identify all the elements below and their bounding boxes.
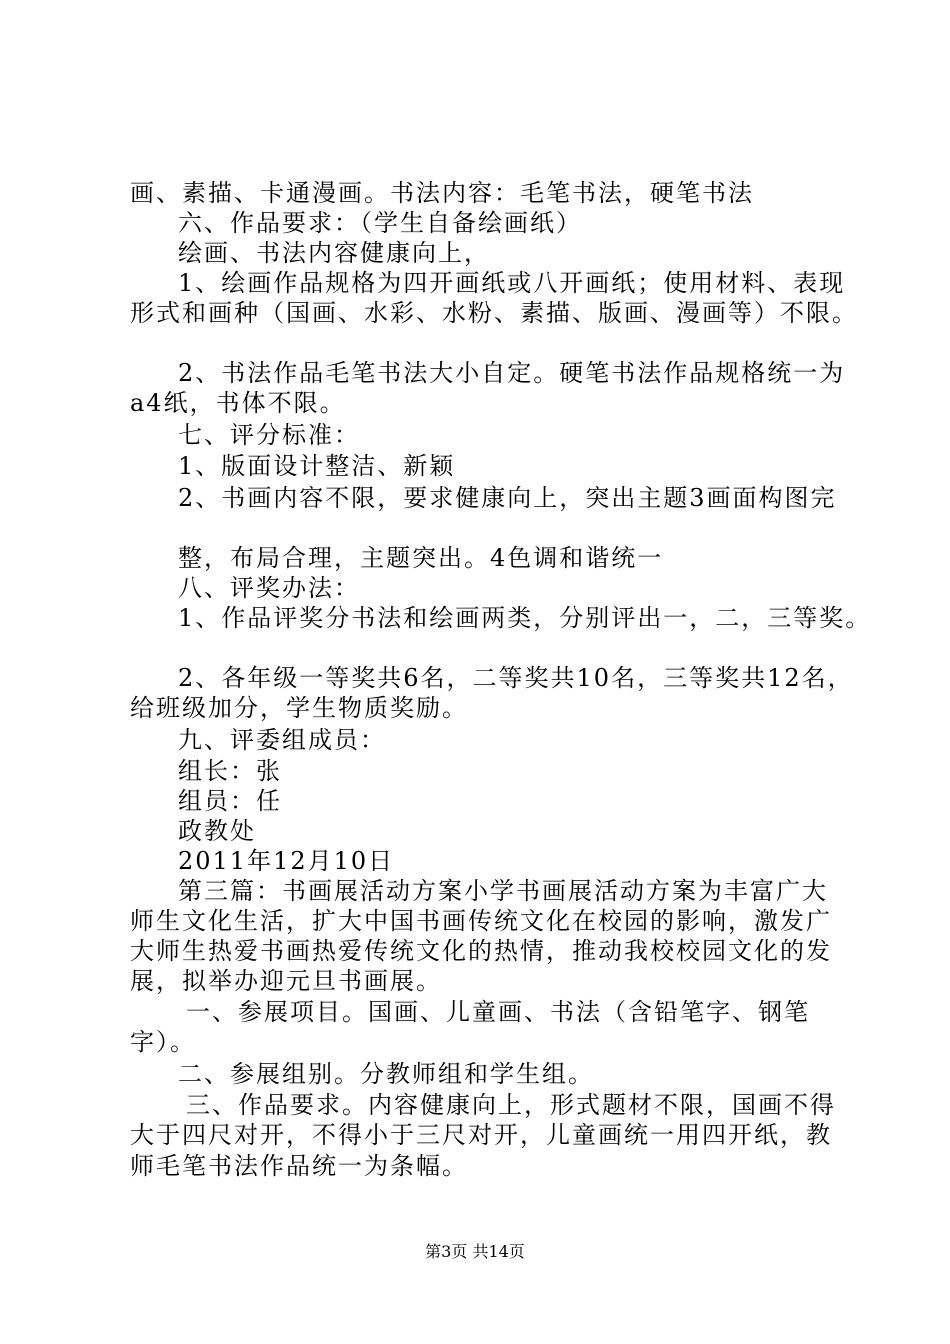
- text-line: 1、绘画作品规格为四开画纸或八开画纸；使用材料、表现: [178, 269, 846, 297]
- text-line: 1、版面设计整洁、新颖: [178, 452, 456, 480]
- section-heading: 六、作品要求：（学生自备绘画纸）: [178, 209, 582, 237]
- text-line: 组员：任: [178, 787, 282, 815]
- text-line: 大于四尺对开，不得小于三尺对开，儿童画统一用四开纸，教: [130, 1121, 832, 1149]
- text-line: 2、书画内容不限，要求健康向上，突出主题3画面构图完: [178, 484, 837, 512]
- section-heading: 七、评分标准：: [178, 421, 360, 449]
- text-line: 一、参展项目。国画、儿童画、书法（含铅笔字、钢笔: [186, 998, 810, 1026]
- text-line: 画、素描、卡通漫画。书法内容：毛笔书法，硬笔书法: [130, 179, 754, 207]
- text-line: 绘画、书法内容健康向上，: [178, 239, 490, 267]
- text-line: 二、参展组别。分教师组和学生组。: [178, 1060, 594, 1088]
- text-line: 师生文化生活，扩大中国书画传统文化在校园的影响，激发广: [130, 907, 832, 935]
- section-heading: 八、评奖办法：: [178, 574, 360, 602]
- text-line: 形式和画种（国画、水彩、水粉、素描、版画、漫画等）不限。: [130, 299, 858, 327]
- text-line: a4纸，书体不限。: [130, 389, 346, 417]
- text-line: 大师生热爱书画热爱传统文化的热情，推动我校校园文化的发: [130, 937, 832, 965]
- text-line: 组长：张: [178, 757, 282, 785]
- text-line: 给班级加分，学生物质奖励。: [130, 694, 468, 722]
- text-line: 字）。: [130, 1028, 196, 1056]
- text-line: 整，布局合理，主题突出。4色调和谐统一: [178, 544, 664, 572]
- text-line: 1、作品评奖分书法和绘画两类，分别评出一，二，三等奖。: [178, 604, 872, 632]
- page-footer: 第3页 共14页: [425, 1242, 525, 1261]
- text-line: 政教处: [178, 817, 256, 845]
- date-line: 2011年12月10日: [178, 847, 395, 875]
- text-line: 三、作品要求。内容健康向上，形式题材不限，国画不得: [186, 1091, 836, 1119]
- text-line: 2、各年级一等奖共6名，二等奖共10名，三等奖共12名，: [178, 664, 854, 692]
- text-line: 师毛笔书法作品统一为条幅。: [130, 1152, 468, 1180]
- section-heading: 九、评委组成员：: [178, 726, 386, 754]
- text-line: 2、书法作品毛笔书法大小自定。硬笔书法作品规格统一为: [178, 359, 846, 387]
- text-line: 展，拟举办迎元旦书画展。: [130, 967, 442, 995]
- section-heading: 第三篇：书画展活动方案小学书画展活动方案为丰富广大: [178, 877, 828, 905]
